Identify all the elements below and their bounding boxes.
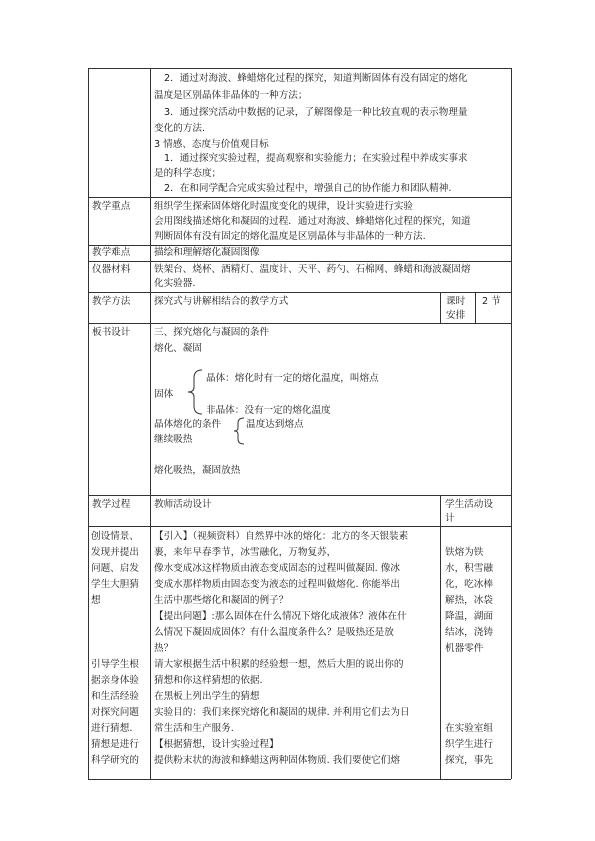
board-crystal: 晶体：熔化时有一定的熔化温度，叫熔点 bbox=[206, 373, 379, 384]
teacher-activity-line: 实验目的：我们来探究熔化和凝固的规律. 并利用它们去为日 bbox=[154, 707, 410, 718]
row-label-process: 教学过程 bbox=[92, 499, 131, 510]
teacher-activity-line: 像水变成冰这样物质由液态变成固态的过程叫做凝固. 像冰 bbox=[154, 563, 400, 574]
method-text: 探究式与讲解相结合的教学方式 bbox=[154, 296, 289, 307]
student-activity-line: 解热，冰袋 bbox=[445, 595, 493, 606]
objective-line: 2．在和同学配合完成实验过程中，增强自己的协作能力和团队精神. bbox=[164, 183, 452, 194]
board-title: 三、探究熔化与凝固的条件 bbox=[154, 327, 270, 338]
stage-label: 进行猜想. bbox=[91, 723, 133, 734]
stage-label: 学生大胆猜 bbox=[91, 579, 139, 590]
table-line bbox=[88, 197, 511, 198]
student-activity-line: 机器零件 bbox=[445, 643, 484, 654]
equipment-line: 化实验器. bbox=[154, 278, 196, 289]
student-activity-line: 铁熔为铁 bbox=[445, 547, 484, 558]
table-line bbox=[440, 495, 441, 779]
objective-line: 1．通过探究实验过程，提高观察和实验能力；在实验过程中养成实事求 bbox=[164, 153, 468, 164]
equipment-line: 铁架台、烧杯、酒精灯、温度计、天平、药勺、石棉网、蜂蜡和海波凝固熔 bbox=[154, 264, 471, 275]
student-activity-line: 结冰，浇铸 bbox=[445, 627, 493, 638]
difficulties-text: 描绘和理解熔化凝固图像 bbox=[154, 247, 260, 258]
teacher-activity-line: 猜想和你这样猜想的依据. bbox=[154, 675, 263, 686]
board-condition-label: 晶体熔化的条件 bbox=[154, 419, 222, 430]
objective-line: 变化的方法. bbox=[154, 123, 206, 134]
hours-value: 2 节 bbox=[482, 296, 501, 307]
stage-label: 问题、启发 bbox=[91, 563, 139, 574]
table-line bbox=[88, 779, 511, 780]
row-label-equipment: 仪器材料 bbox=[92, 264, 131, 275]
table-line bbox=[440, 292, 441, 323]
table-line bbox=[88, 526, 511, 527]
table-line bbox=[150, 68, 151, 779]
table-line bbox=[88, 261, 511, 262]
student-activity-header: 计 bbox=[445, 513, 455, 524]
stage-label: 想 bbox=[91, 595, 101, 606]
teacher-activity-line: 提供粉末状的海波和蜂蜡这两种固体物质. 我们要使它们熔 bbox=[154, 755, 400, 766]
teacher-activity-line: 【提出问题】:那么固体在什么情况下熔化成液体？液体在什 bbox=[154, 611, 407, 622]
stage-label: 猜想是进行 bbox=[91, 739, 139, 750]
table-line bbox=[88, 292, 511, 293]
table-line bbox=[88, 323, 511, 324]
row-label-method: 教学方法 bbox=[92, 296, 131, 307]
stage-label: 发现并提出 bbox=[91, 547, 139, 558]
table-line bbox=[88, 68, 89, 779]
student-activity-header: 学生活动设 bbox=[445, 499, 493, 510]
board-solid: 固体 bbox=[154, 389, 174, 400]
table-line bbox=[88, 495, 511, 496]
stage-label: 对探究问题 bbox=[91, 707, 139, 718]
objective-line: 3．通过探究活动中数据的记录，了解图像是一种比较直观的表示物理量 bbox=[164, 107, 468, 118]
stage-label: 创设情景、 bbox=[91, 531, 139, 542]
table-line bbox=[475, 292, 476, 323]
objective-heading: 3 情感、态度与价值观目标 bbox=[154, 139, 269, 150]
stage-label: 据亲身体验 bbox=[91, 675, 139, 686]
teacher-activity-line: 常生活和生产服务. bbox=[154, 723, 234, 734]
hours-label: 安排 bbox=[446, 310, 466, 321]
teacher-activity-line: 【根据猜想，设计实验过程】 bbox=[154, 739, 279, 750]
brace-icon bbox=[232, 416, 246, 446]
student-activity-line: 化，吃冰棒 bbox=[445, 579, 493, 590]
objective-line: 2．通过对海波、蜂蜡熔化过程的探究，知道判断固体有没有固定的熔化 bbox=[164, 73, 468, 84]
row-label-key-points: 教学重点 bbox=[92, 201, 131, 212]
key-points-line: 会用图线描述熔化和凝固的过程．通过对海波、蜂蜡熔化过程的探究，知道 bbox=[154, 216, 471, 227]
teacher-activity-line: 变成水那样物质由固态变为液态的过程叫做熔化. 你能举出 bbox=[154, 579, 400, 590]
teacher-activity-line: 请大家根据生活中积累的经验想一想，然后大胆的说出你的 bbox=[154, 659, 404, 670]
objective-line: 温度是区别晶体非晶体的一种方法； bbox=[154, 90, 308, 101]
teacher-activity-line: 裹，来年早春季节，冰雪融化，万物复苏， bbox=[154, 547, 337, 558]
table-line bbox=[88, 245, 511, 246]
row-label-difficulties: 教学难点 bbox=[92, 247, 131, 258]
key-points-line: 组织学生探索固体熔化时温度变化的规律，设计实验进行实验 bbox=[154, 201, 414, 212]
board-amorphous: 非晶体：没有一定的熔化温度 bbox=[206, 405, 331, 416]
key-points-line: 判断固体有没有固定的熔化温度是区别晶体与非晶体的一种方法. bbox=[154, 231, 426, 242]
teacher-activity-line: 热？ bbox=[154, 643, 174, 654]
brace-icon bbox=[186, 368, 204, 416]
table-line bbox=[511, 68, 512, 779]
student-activity-line: 在实验室组 bbox=[445, 723, 493, 734]
student-activity-line: 水，积雪融 bbox=[445, 563, 493, 574]
teacher-activity-line: 在黑板上列出学生的猜想 bbox=[154, 691, 260, 702]
stage-label: 科学研究的 bbox=[91, 755, 139, 766]
teacher-activity-line: 么情况下凝固成固体？有什么温度条件么？是吸热还是放 bbox=[154, 627, 394, 638]
table-line bbox=[88, 68, 511, 69]
row-label-board: 板书设计 bbox=[92, 327, 131, 338]
teacher-activity-line: 生活中那些熔化和凝固的例子？ bbox=[154, 595, 289, 606]
teacher-activity-line: 【引入】（视频资料）自然界中冰的熔化：北方的冬天银装素 bbox=[154, 531, 409, 542]
student-activity-line: 织学生进行 bbox=[445, 739, 493, 750]
board-condition-1: 温度达到熔点 bbox=[246, 419, 304, 430]
board-subtitle: 熔化、凝固 bbox=[154, 343, 202, 354]
teacher-activity-header: 教师活动设计 bbox=[154, 499, 212, 510]
student-activity-line: 降温，湖面 bbox=[445, 611, 493, 622]
student-activity-line: 探究，事先 bbox=[445, 755, 493, 766]
stage-label: 引导学生根 bbox=[91, 659, 139, 670]
board-summary: 熔化吸热，凝固放热 bbox=[154, 465, 241, 476]
stage-label: 和生活经验 bbox=[91, 691, 139, 702]
hours-label: 课时 bbox=[446, 296, 466, 307]
objective-line: 是的科学态度； bbox=[154, 168, 222, 179]
board-condition-2: 继续吸热 bbox=[154, 434, 193, 445]
